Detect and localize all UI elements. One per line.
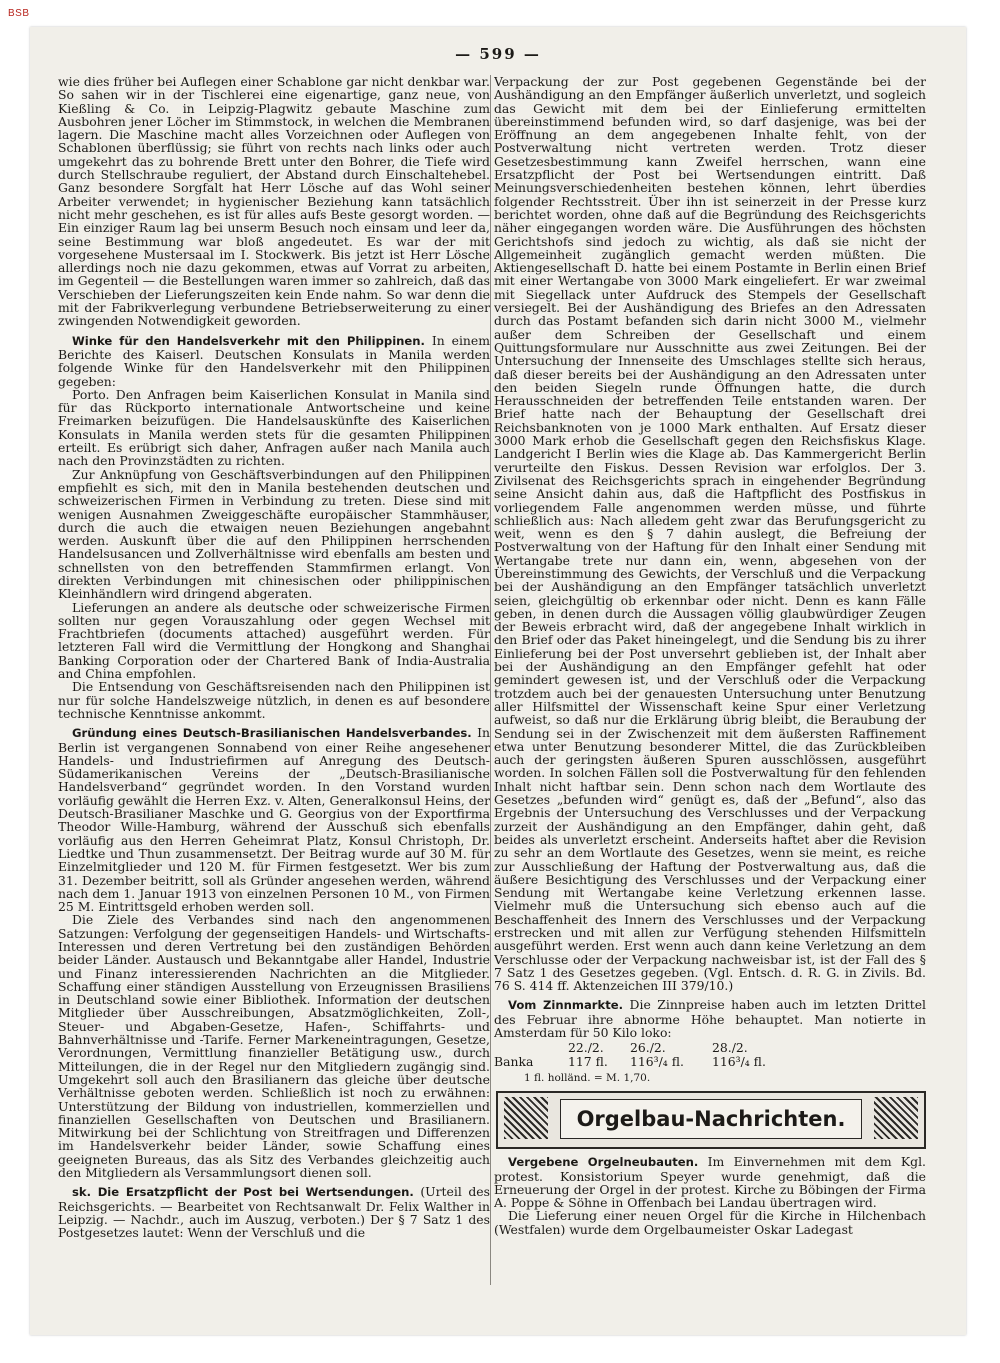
date-cell: 26./2. [630, 1040, 666, 1056]
right-column [494, 75, 926, 1315]
paragraph-ziele: Die Ziele des Verbandes sind nach den angenommenen Satzungen: Verfolgung der gegenseitigen Handels- und Wirtschafts-Interessen und deren Vertretung bei den zuständigen Behörden beider Länder. Austausch und Bekanntgabe aller Handel, Industrie und Finanz interessierenden Nachrichten an die Mitglieder. Schaffung einer ständigen Ausstellung von Erzeugnissen Brasiliens in Deutschland sowie einer Bibliothek. Information der deutschen Mitglieder über Ausschreibungen, Absatzmöglichkeiten, Zoll-, Steuer- und Abgaben-Gesetze, Hafen-, Schiffahrts- und Bahnverhältnisse und -Tarife. Ferner Markeneintragungen, Gesetze, Verordnungen, Vermittlung finanzieller Betätigung usw., durch Mitteilungen, die in der Regel nur den Mitgliedern zugängig sind. Umgekehrt soll auch den Brasilianern das gleiche über deutsche Verhältnisse geboten werden. Schließlich ist noch zu erwähnen: Unterstützung der Bildung von industriellen, kommerziellen und finanziellen Gesellschaften von Deutschen und Brasilianern. Mitwirkung bei der Schlichtung von Streitfragen und Differenzen im Handelsverkehr beider Länder, sowie Schaffung eines geeigneten Bureaus, das als Sitz des Verbandes gleichzeitig auch den Mitgliedern als Versammlungsort dienen soll. [58, 912, 490, 1181]
price-cell: 116³/₄ fl. [711, 1053, 766, 1069]
table-corner [494, 1041, 568, 1054]
article-philippines-intro [58, 334, 490, 388]
currency-note: 1 fl. holländ. = M. 1,70. [524, 1071, 651, 1084]
heading-brasilien: Gründung eines Deutsch-Brasilianischen Handelsverbandes. [72, 726, 472, 741]
article-ersatzpflicht [58, 1185, 490, 1239]
newspaper-page [30, 27, 966, 1335]
banner-title: Orgelbau-Nachrichten. [560, 1099, 862, 1139]
paragraph-hilchenbach: Die Lieferung einer neuen Orgel für die Kirche in Hilchenbach (Westfalen) wurde dem Orgelbaumeister Oskar Ladegast [494, 1208, 926, 1237]
text-orgelneubauten: Im Einvernehmen mit dem Kgl. protest. Konsistorium Speyer wurde genehmigt, daß die Erneuerung der Orgel in der protest. Kirche zu Böbingen der Firma A. Poppe & Söhne in Offenbach bei Landau übertragen wird. [494, 1154, 926, 1211]
article-continuation: wie dies früher bei Auflegen einer Schablone gar nicht denkbar war. So sahen wir in der Tischlerei eine eigenartige, ganz neue, von Kießling & Co. in Leipzig-Plagwitz gebaute Maschine zum Ausbohren jener Löcher im Stimmstock, in welchen die Membranen lagern. Die Maschine macht alles Vorzeichnen oder Auflegen von Schablonen überflüssig; sie führt von rechts nach links oder auch umgekehrt das zu bohrende Brett unter den Bohrer, die Tiefe wird durch Stellschraube reguliert, der Abstand durch Einschaltehebel. Ganz besondere Sorgfalt hat Herr Lösche auf das Wohl seiner Arbeiter verwendet; in hygienischer Beziehung kann tatsächlich nicht mehr geschehen, es ist für alles aufs Beste gesorgt worden. — Ein einziger Raum lag bei unserm Besuch noch einsam und leer da, seine Bestimmung war bloß angedeutet. Es war der mit vorgesehene Mustersaal im I. Stockwerk. Bis jetzt ist Herr Lösche allerdings noch nie dazu gekommen, etwas auf Vorrat zu arbeiten, im Gegenteil — die Bestellungen waren immer so zahlreich, daß das Verschieben der Lieferungszeiten kein Ende nahm. So war denn die mit der Fabrikverlegung verbundene Betriebserweiterung zu einer zwingenden Notwendigkeit geworden. [58, 75, 490, 329]
heading-orgelneubauten: Vergebene Orgelneubauten. [508, 1155, 699, 1170]
page-number: — 599 — [455, 45, 541, 63]
library-stamp: BSB [8, 8, 30, 19]
left-column [58, 75, 490, 1315]
price-cell: 117 fl. [568, 1053, 608, 1069]
ornament-right-icon [874, 1097, 918, 1139]
ornament-left-icon [504, 1097, 548, 1139]
heading-philippines: Winke für den Handelsverkehr mit den Philippinen. [72, 333, 425, 348]
date-cell: 28./2. [711, 1040, 748, 1056]
article-brasilien [58, 726, 490, 913]
article-orgelneubauten [494, 1155, 926, 1209]
tin-price-table [494, 1041, 794, 1068]
text-philippines-intro: In einem Berichte des Kaiserl. Deutschen Konsulats in Manila werden folgende Winke für den Handelsverkehr mit den Philippinen gegeben: [58, 332, 490, 389]
paragraph-lieferungen: Lieferungen an andere als deutsche oder schweizerische Firmen sollten nur gegen Vorauszahlung oder gegen Wechsel mit Frachtbriefen (documents attached) ausgeführt werden. Für letzteren Fall wird die Vermittlung der Hongkong and Shanghai Banking Corporation oder der Chartered Bank of India-Australia and China empfohlen. [58, 599, 490, 682]
article-zinnmarkt [494, 998, 926, 1039]
text-zinnmarkt: Die Zinnpreise haben auch im letzten Drittel des Februar ihre abnorme Höhe behauptet. Man notierte in Amsterdam für 50 Kilo loko: [494, 997, 926, 1041]
table-header-row [494, 1041, 794, 1054]
heading-ersatzpflicht: sk. Die Ersatzpflicht der Post bei Wertsendungen. [72, 1185, 414, 1200]
heading-zinnmarkt: Vom Zinnmarkte. [508, 998, 624, 1013]
text-brasilien: In Berlin ist vergangenen Sonnabend von einer Reihe angesehener Handels- und Industriefirmen auf Anregung des Deutsch-Südamerikanischen Vereins der „Deutsch-Brasilianische Handelsverband“ gegründet worden. In den Vorstand wurden vorläufig gewählt die Herren Exz. v. Alten, Generalkonsul Heins, der Deutsch-Brasilianer Maschke und G. Georgius von der Exportfirma Theodor Wille-Hamburg, während der Ausschuß sich ebenfalls vorläufig aus den Herren Geheimrat Platz, Konsul Christoph, Dr. Liedtke und Thun zusammensetzt. Der Beitrag wurde auf 30 M. für Einzelmitglieder und 120 M. für Firmen festgesetzt. Wer bis zum 31. Dezember beitritt, soll als Gründer angesehen werden, während nach dem 1. Januar 1913 von einzelnen Personen 10 M., von Firmen 25 M. Eintrittsgeld erhoben werden soll. [58, 725, 490, 915]
date-cell: 22./2. [568, 1040, 604, 1056]
section-banner [496, 1091, 926, 1149]
price-cell: 116³/₄ fl. [630, 1053, 684, 1069]
paragraph-anknuepfung: Zur Anknüpfung von Geschäftsverbindungen auf den Philippinen empfiehlt es sich, mit den in Manila bestehenden deutschen und schweizerischen Firmen in Verbindung zu treten. Diese sind mit wenigen Ausnahmen Zweiggeschäfte europäischer Stammhäuser, durch die auch die etwaigen neuen Beziehungen angebahnt werden. Auskunft über die auf den Philippinen herrschenden Handelsusancen und Zollverhältnisse wird ebenfalls am besten und schnellsten von den betreffenden Stammfirmen erlangt. Von direkten Verbindungen mit chinesischen oder philippinischen Kleinhändlern wird dringend abgeraten. [58, 466, 490, 602]
ersatzpflicht-continuation: Verpackung der zur Post gegebenen Gegenstände bei der Aushändigung an den Empfänger äußerlich unverletzt, und sogleich das Gewicht mit dem bei der Einlieferung ermittelten übereinstimmend befunden wird, so darf dasjenige, was bei der Eröffnung an dem angegebenen Inhalte fehlt, von der Postverwaltung nicht vertreten werden. Trotz dieser Gesetzesbestimmung kann Zweifel herrschen, wann eine Ersatzpflicht der Post bei Wertsendungen eintritt. Daß Meinungsverschiedenheiten bestehen können, lehrt überdies folgender Rechtsstreit. Über ihn ist seinerzeit in der Presse kurz berichtet worden, ohne daß auf die Begründung des Reichsgerichts näher eingegangen worden wäre. Die Ausführungen des höchsten Gerichtshofs sind jedoch zu wichtig, als daß sie nicht der Allgemeinheit zugänglich gemacht werden müßten. Die Aktiengesellschaft D. hatte bei einem Postamte in Berlin einen Brief mit einer Wertangabe von 3000 Mark eingeliefert. Er war zweimal mit Siegellack unter Aufdruck des Stempels der Gesellschaft versiegelt. Bei der Aushändigung des Briefes an den Adressaten durch das Postamt befanden sich darin nicht 3000 M., vielmehr außer dem Schreiben der Gesellschaft und einem Quittungsformulare nur Ausschnitte aus zwei Zeitungen. Bei der Untersuchung der Innenseite des Umschlages stellte sich heraus, daß dieser bereits bei der Aushändigung an den Adressaten unter den beiden Siegeln runde Öffnungen hatte, die durch Herausschneiden der betreffenden Teile entstanden waren. Der Brief hatte nach der Behauptung der Gesellschaft drei Reichsbanknoten von je 1000 Mark enthalten. Auf Ersatz dieser 3000 Mark erhob die Gesellschaft gegen den Reichsfiskus Klage. Landgericht I Berlin wies die Klage ab. Das Kammergericht Berlin verurteilte den Fiskus. Dessen Revision war erfolglos. Der 3. Zivilsenat des Reichsgerichts sprach in eingehender Begründung seine Ansicht dahin aus, daß die Haftpflicht des Postfiskus in vorliegendem Falle angenommen werden müsse, und führte schließlich aus: Nach alledem geht zwar das Berufungsgericht zu weit, wenn es den § 7 dahin auslegt, die Befreiung der Postverwaltung von der Haftung für den Inhalt einer Sendung mit Wertangabe trete nur dann ein, wenn, abgesehen von der Übereinstimmung des Gewichts, der Verschluß und die Verpackung bei der Aushändigung an den Empfänger tatsächlich unverletzt seien, gleichgültig ob erkennbar oder nicht. Denn es kann Fälle geben, in denen durch die Aussagen völlig glaubwürdiger Zeugen der Beweis erbracht wird, daß der angegebene Inhalt wirklich in den Brief oder das Paket hineingelegt, und die Sendung bis zu ihrer Einlieferung bei der Post unversehrt geblieben ist, der Inhalt aber bei der Aushändigung an den Empfänger gefehlt hat oder gemindert gewesen ist, und der Verschluß oder die Verpackung trotzdem auch bei der genauesten Untersuchung unter Benutzung aller Hilfsmittel der Wissenschaft keine Spur einer Verletzung aufweist, so daß nur die Erklärung übrig bleibt, die Beraubung der Sendung sei in der Zwischenzeit mit dem äußersten Raffinement etwa unter Benutzung besonderer Mittel, die das Zurückbleiben auch der geringsten äußeren Spuren ausschlössen, ausgeführt worden. In solchen Fällen soll die Postverwaltung für den fehlenden Inhalt nicht haftbar sein. Denn schon nach dem Wortlaute des Gesetzes „befunden wird“ genügt es, daß der „Befund“, also das Ergebnis der Untersuchung des Verschlusses und der Verpackung zurzeit der Aushändigung an den Empfänger, dahin geht, daß beides als unverletzt erscheint. Anderseits haftet aber die Revision zu sehr an dem Wortlaute des Gesetzes, wenn sie meint, es reiche zur Ausschließung der Haftung der Postverwaltung aus, daß die äußere Besichtigung des Verschlusses und der Verpackung einer Sendung mit Wertangabe keine Verletzung erkennen lasse. Vielmehr muß die Untersuchung sich ebenso auch auf die Beschaffenheit des Innern des Verschlusses und der Verpackung erstrecken und mit allen zur Verfügung stehenden Hilfsmitteln ausgeführt werden. Erst wenn auch dann keine Verletzung an dem Verschlusse oder der Verpackung nachweisbar ist, ist der Fall des § 7 Satz 1 des Gesetzes gegeben. (Vgl. Entsch. d. R. G. in Zivils. Bd. 76 S. 414 ff. Aktenzeichen III 379/10.) [494, 75, 926, 994]
table-row [494, 1055, 794, 1068]
paragraph-entsendung: Die Entsendung von Geschäftsreisenden nach den Philippinen ist nur für solche Handelszweige nützlich, in denen es auf besondere technische Kenntnisse ankommt. [58, 679, 490, 721]
row-label: Banka [494, 1053, 534, 1069]
column-divider [490, 75, 491, 1285]
paragraph-porto: Porto. Den Anfragen beim Kaiserlichen Konsulat in Manila sind für das Rückporto internationale Antwortscheine und keine Freimarken beizufügen. Die Handelsauskünfte des Kaiserlichen Konsulats in Manila werden stets für die gesamten Philippinen erteilt. Es erübrigt sich daher, Anfragen außer nach Manila auch nach den Provinzstädten zu richten. [58, 386, 490, 469]
text-ersatzpflicht: (Urteil des Reichsgerichts. — Bearbeitet von Rechtsanwalt Dr. Felix Walther in Leipzig. — Nachdr., auch im Auszug, verboten.) Der § 7 Satz 1 des Postgesetzes lautet: Wenn der Verschluß und die [58, 1184, 490, 1241]
